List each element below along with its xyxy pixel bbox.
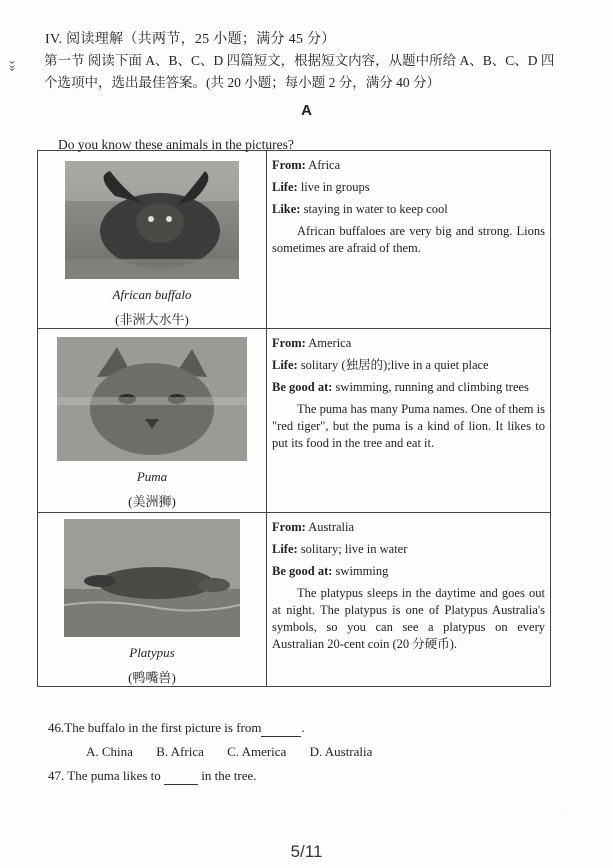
info-cell: [267, 151, 551, 329]
life-value: solitary; live in water: [297, 542, 408, 556]
life-value: solitary (独居的);live in a quiet place: [297, 358, 489, 372]
life-label: Life:: [272, 180, 298, 194]
animal-caption-en: Platypus: [129, 645, 175, 660]
question-47: [48, 768, 257, 785]
from-value: America: [305, 336, 352, 350]
table-row: [38, 151, 551, 329]
table-row: [38, 513, 551, 687]
animal-caption-cn: (非洲大水牛): [115, 312, 189, 327]
skill-value: swimming, running and climbing trees: [332, 380, 529, 394]
question-46-options: [86, 744, 392, 760]
life-value: live in groups: [297, 180, 370, 194]
animal-description: African buffaloes are very big and strong. Lions sometimes are afraid of them.: [272, 224, 545, 255]
from-value: Australia: [305, 520, 355, 534]
animal-caption-cn: (鸭嘴兽): [128, 670, 176, 685]
question-stem-end: in the tree.: [198, 768, 257, 783]
like-value: staying in water to keep cool: [300, 202, 448, 216]
option-c[interactable]: C. America: [227, 744, 287, 759]
picture-cell: [38, 151, 267, 329]
animal-caption-en: Puma: [136, 469, 168, 484]
option-b[interactable]: B. Africa: [156, 744, 204, 759]
picture-cell: [38, 329, 267, 513]
question-stem-end: .: [301, 720, 305, 735]
section-title: IV. 阅读理解（共两节，25 小题；满分 45 分）: [45, 32, 336, 47]
from-value: Africa: [305, 158, 341, 172]
from-label: From:: [272, 158, 306, 172]
platypus-photo: [64, 519, 240, 637]
skill-value: swimming: [332, 564, 389, 578]
from-label: From:: [272, 520, 306, 534]
question-46: [48, 720, 305, 737]
passage-intro: Do you know these animals in the pictures?: [58, 137, 294, 152]
puma-photo: [57, 337, 247, 461]
section-instruction: 第一节 阅读下面 A、B、C、D 四篇短文，根据短文内容，从题中所给 A、B、C、D 四个选项中，选出最佳答案。(共 20 小题；每小题 2 分，满分 40 分）: [44, 53, 555, 90]
animal-description: The puma has many Puma names. One of them is "red tiger", but the puma is a kind of lion. It likes to put its food in the tree and eat it.: [272, 402, 545, 450]
skill-label: Be good at:: [272, 380, 333, 394]
table-row: [38, 329, 551, 513]
buffalo-photo: [65, 161, 239, 279]
animals-table: [37, 150, 551, 687]
from-label: From:: [272, 336, 306, 350]
info-cell: [267, 329, 551, 513]
answer-blank[interactable]: [261, 720, 301, 737]
life-label: Life:: [272, 542, 298, 556]
skill-label: Be good at:: [272, 564, 333, 578]
answer-blank[interactable]: [164, 768, 198, 785]
animal-caption-cn: (美洲狮): [128, 494, 176, 509]
animal-description: The platypus sleeps in the daytime and goes out at night. The platypus is one of Platypus Australia's symbols, so you can see a platypus on every Australian 20-cent coin (20 分硬币).: [272, 586, 545, 651]
picture-cell: [38, 513, 267, 687]
margin-mark: ›»: [5, 60, 20, 72]
life-label: Life:: [272, 358, 298, 372]
question-stem: 46.The buffalo in the first picture is from: [48, 720, 262, 735]
like-label: Like:: [272, 202, 301, 216]
option-d[interactable]: D. Australia: [309, 744, 373, 759]
animal-caption-en: African buffalo: [112, 287, 192, 302]
page-number: 5/11: [290, 842, 323, 861]
scan-speck: · · ·: [555, 808, 567, 817]
option-a[interactable]: A. China: [86, 744, 133, 759]
question-stem: 47. The puma likes to: [48, 768, 161, 783]
info-cell: [267, 513, 551, 687]
passage-letter: A: [301, 102, 312, 119]
